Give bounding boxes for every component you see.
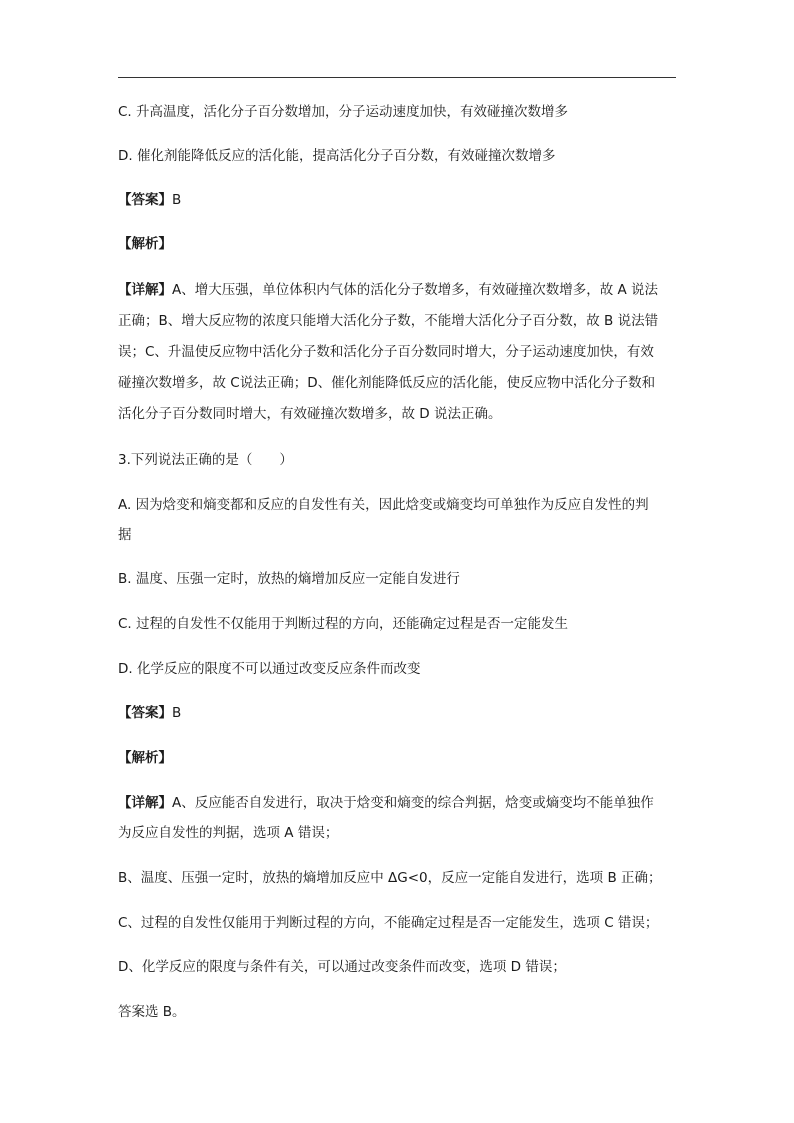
- q2-detail-line-4: 碰撞次数增多，故 C说法正确；D、催化剂能降低反应的活化能，使反应物中活化分子数和: [118, 375, 656, 391]
- q3-answer: [118, 703, 181, 723]
- q3-stem: 3.下列说法正确的是（ ）: [118, 452, 293, 468]
- q3-option-a-line-1: A. 因为焓变和熵变都和反应的自发性有关，因此焓变或熵变均可单独作为反应自发性的判: [118, 497, 649, 513]
- q3-conclusion: 答案选 B。: [118, 1004, 186, 1020]
- detail-text: A、增大压强，单位体积内气体的活化分子数增多，有效碰撞次数增多，故 A 说法: [172, 282, 659, 298]
- q2-answer: [118, 190, 181, 210]
- detail-label: 【详解】: [118, 795, 172, 811]
- q3-explain-c: C、过程的自发性仅能用于判断过程的方向，不能确定过程是否一定能发生，选项 C 错误；: [118, 915, 659, 931]
- q3-option-d: D. 化学反应的限度不可以通过改变反应条件而改变: [118, 661, 421, 677]
- answer-value: B: [172, 705, 182, 721]
- detail-label: 【详解】: [118, 282, 172, 298]
- q3-option-c: C. 过程的自发性不仅能用于判断过程的方向，还能确定过程是否一定能发生: [118, 616, 569, 632]
- q2-detail-line-2: 正确；B、增大反应物的浓度只能增大活化分子数，不能增大活化分子百分数，故 B 说法错: [118, 313, 659, 329]
- q3-detail-line-1: [118, 793, 654, 813]
- answer-label: 【答案】: [118, 192, 172, 208]
- q3-explain-b: B、温度、压强一定时，放热的熵增加反应中 ΔG<0，反应一定能自发进行，选项 B 正确；: [118, 870, 662, 886]
- q2-analysis-label: 【解析】: [118, 236, 172, 252]
- q3-analysis-label: 【解析】: [118, 750, 172, 766]
- q3-option-a-line-2: 据: [118, 527, 132, 543]
- answer-label: 【答案】: [118, 705, 172, 721]
- detail-text: A、反应能否自发进行，取决于焓变和熵变的综合判据，焓变或熵变均不能单独作: [172, 795, 654, 811]
- q2-detail-line-1: [118, 280, 658, 300]
- q3-explain-d: D、化学反应的限度与条件有关，可以通过改变条件而改变，选项 D 错误；: [118, 959, 566, 975]
- q2-option-c: C. 升高温度，活化分子百分数增加，分子运动速度加快，有效碰撞次数增多: [118, 104, 569, 120]
- q2-detail-line-3: 误；C、升温使反应物中活化分子数和活化分子百分数同时增大，分子运动速度加快，有效: [118, 344, 654, 360]
- q2-option-d: D. 催化剂能降低反应的活化能，提高活化分子百分数，有效碰撞次数增多: [118, 148, 556, 164]
- answer-value: B: [172, 192, 182, 208]
- header-rule: [118, 77, 676, 78]
- q2-detail-line-5: 活化分子百分数同时增大，有效碰撞次数增多，故 D 说法正确。: [118, 406, 502, 422]
- q3-detail-line-2: 为反应自发性的判据，选项 A 错误；: [118, 825, 339, 841]
- q3-option-b: B. 温度、压强一定时，放热的熵增加反应一定能自发进行: [118, 571, 460, 587]
